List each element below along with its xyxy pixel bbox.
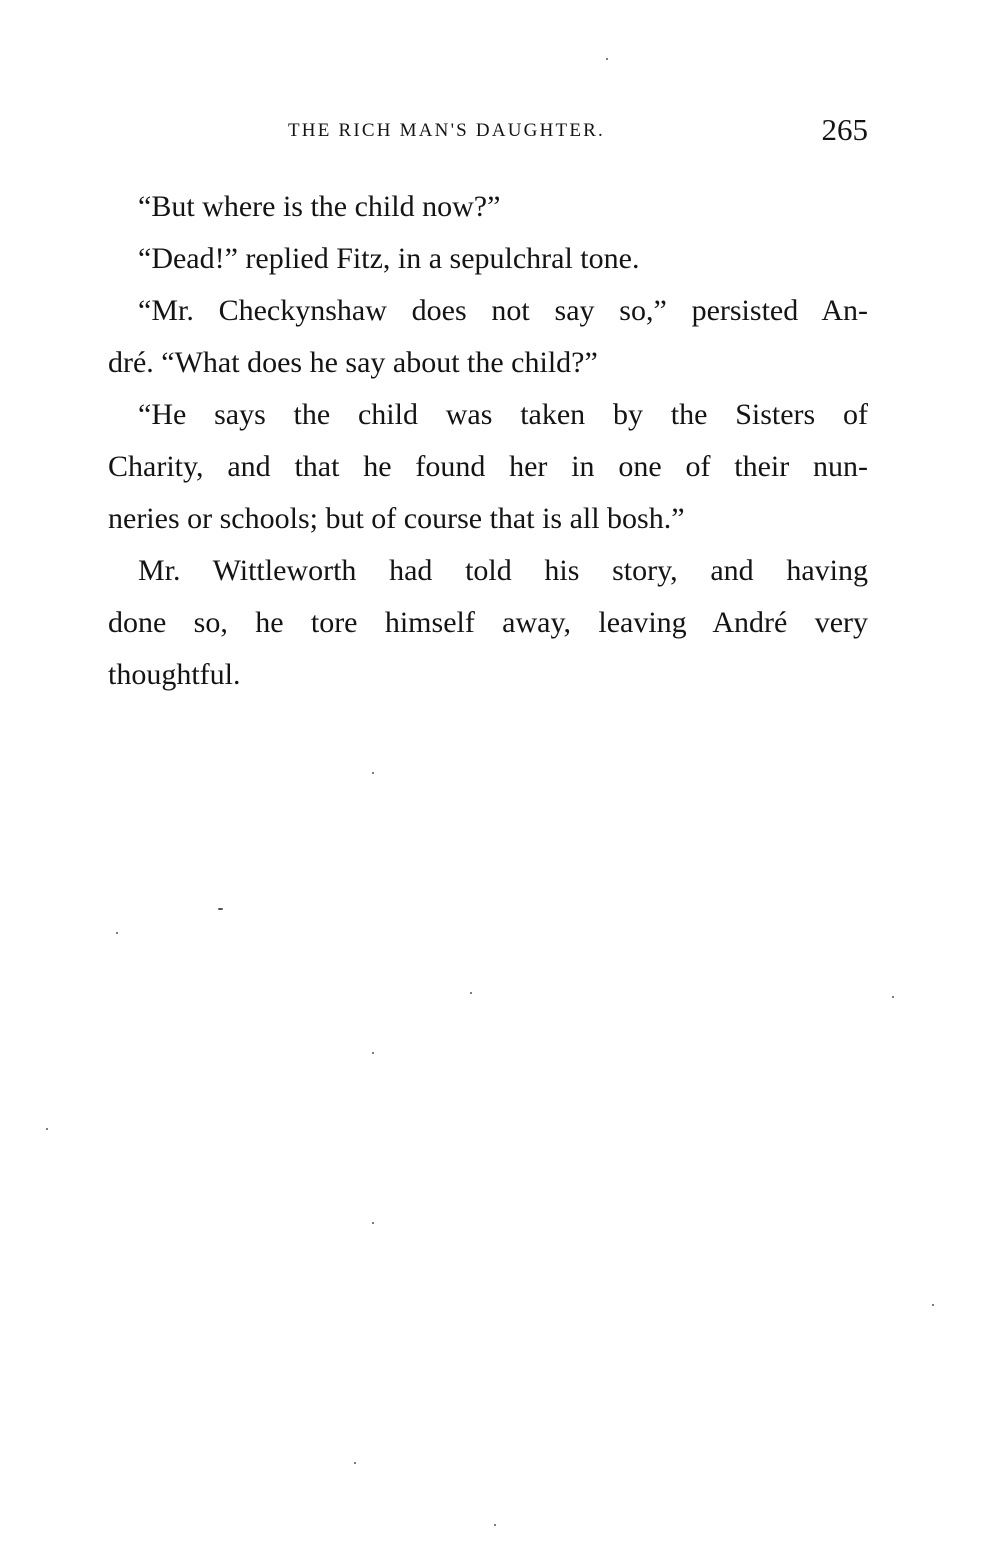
text-line: “Mr. Checkynshaw does not say so,” persisted An- xyxy=(138,294,868,327)
text-line: “He says the child was taken by the Sisters of xyxy=(138,398,868,431)
text-line: neries or schools; but of course that is all bosh.” xyxy=(108,502,685,535)
scan-speck xyxy=(116,932,118,934)
scan-speck xyxy=(470,992,472,994)
text-line: thoughtful. xyxy=(108,658,241,691)
scan-speck xyxy=(892,996,894,998)
page-number: 265 xyxy=(821,112,868,147)
scan-speck xyxy=(932,1304,934,1306)
text-line: dré. “What does he say about the child?” xyxy=(108,346,598,379)
text-line: “But where is the child now?” xyxy=(138,190,501,223)
running-title: THE RICH MAN'S DAUGHTER. xyxy=(288,120,605,141)
running-head xyxy=(108,112,868,152)
text-line: done so, he tore himself away, leaving André very xyxy=(108,606,868,639)
scan-speck xyxy=(606,58,608,60)
scan-speck xyxy=(46,1128,48,1130)
body-text xyxy=(108,181,868,701)
scan-speck xyxy=(354,1462,356,1464)
text-line: Mr. Wittleworth had told his story, and having xyxy=(138,554,868,587)
scan-speck xyxy=(372,1222,374,1224)
scan-speck xyxy=(372,1052,374,1054)
text-line: “Dead!” replied Fitz, in a sepulchral tone. xyxy=(138,242,640,275)
scan-speck xyxy=(372,772,374,774)
scan-speck xyxy=(218,908,223,910)
text-line: Charity, and that he found her in one of their nun- xyxy=(108,450,868,483)
scan-speck xyxy=(494,1524,496,1526)
